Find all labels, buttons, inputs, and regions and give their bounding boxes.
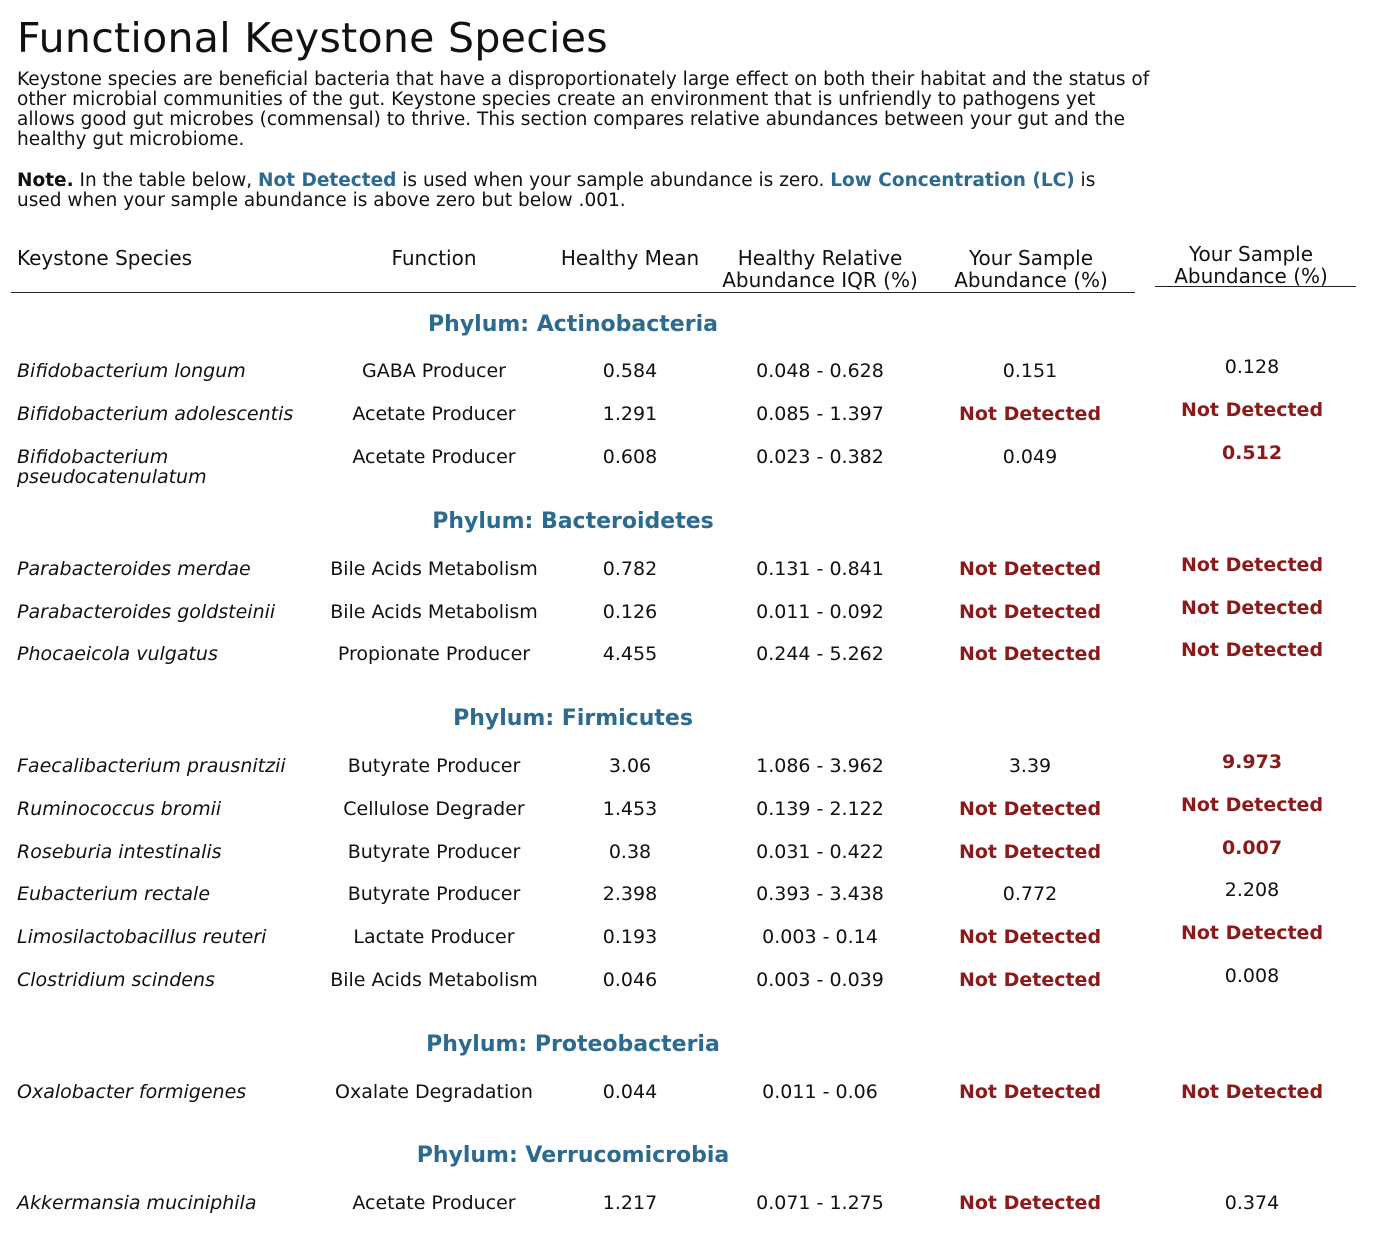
healthy-mean-cell: 2.398 <box>602 883 658 905</box>
header-your-sample-1: Your Sample Abundance (%) <box>954 246 1108 292</box>
sample-abundance-1-cell: Not Detected <box>958 643 1102 665</box>
sample-abundance-1-cell: Not Detected <box>958 403 1102 425</box>
table-row <box>0 597 1380 626</box>
healthy-iqr-cell: 0.023 - 0.382 <box>756 446 884 468</box>
healthy-iqr-cell: 0.131 - 0.841 <box>756 558 884 580</box>
species-name: Eubacterium rectale <box>17 883 211 905</box>
intro-paragraph: Keystone species are beneficial bacteria that have a disproportionately large effect on both their habitat and the status of other microbial communities of the gut. Keystone species create an environment that is unfriendly to pathogens yet allows good gut microbes (commensal) to thrive. This section compares relative abundances between your gut and the healthy gut microbiome. <box>17 69 1150 150</box>
species-name: Bifidobacterium longum <box>17 360 246 382</box>
page-title: Functional Keystone Species <box>17 14 608 62</box>
table-row <box>0 1193 1380 1217</box>
healthy-iqr-cell: 0.244 - 5.262 <box>756 643 884 665</box>
phylum-heading: Phylum: Verrucomicrobia <box>416 1143 730 1168</box>
healthy-mean-cell: 0.193 <box>602 926 658 948</box>
table-row <box>0 639 1380 668</box>
healthy-mean-cell: 1.291 <box>602 403 658 425</box>
note-paragraph <box>17 171 1117 211</box>
sample-abundance-1-cell: Not Detected <box>958 1192 1102 1214</box>
function-cell: Lactate Producer <box>353 926 515 948</box>
note-label: Note. <box>17 170 74 191</box>
healthy-mean-cell: 4.455 <box>602 643 658 665</box>
note-text-1: In the table below, <box>73 170 259 191</box>
species-name: Oxalobacter formigenes <box>17 1081 247 1103</box>
healthy-iqr-cell: 0.003 - 0.039 <box>756 969 884 991</box>
healthy-iqr-cell: 0.031 - 0.422 <box>756 841 884 863</box>
healthy-iqr-cell: 0.011 - 0.092 <box>756 601 884 623</box>
species-name: Parabacteroides goldsteinii <box>17 601 276 623</box>
header-function: Function <box>391 246 477 270</box>
function-cell: Oxalate Degradation <box>335 1081 533 1103</box>
species-name: Limosilactobacillus reuteri <box>17 926 267 948</box>
sample-abundance-1-cell: Not Detected <box>958 841 1102 863</box>
function-cell: Acetate Producer <box>352 1192 516 1214</box>
healthy-mean-cell: 1.453 <box>602 798 658 820</box>
phylum-heading: Phylum: Firmicutes <box>453 706 693 731</box>
sample-abundance-2-cell: Not Detected <box>1180 1081 1324 1103</box>
species-name: Bifidobacterium pseudocatenulatum <box>17 446 207 488</box>
table-row <box>0 356 1380 385</box>
function-cell: Acetate Producer <box>352 446 516 468</box>
sample-abundance-1-cell: Not Detected <box>958 1081 1102 1103</box>
phylum-heading: Phylum: Proteobacteria <box>426 1032 720 1057</box>
header-healthy-iqr: Healthy Relative Abundance IQR (%) <box>722 246 918 292</box>
sample-abundance-2-cell: 0.128 <box>1224 356 1280 378</box>
healthy-iqr-cell: 0.011 - 0.06 <box>762 1081 878 1103</box>
note-text-2: is used when your sample abundance is zero. <box>396 170 831 191</box>
sample-abundance-1-cell: Not Detected <box>958 601 1102 623</box>
sample-abundance-1-cell: 3.39 <box>1008 755 1052 777</box>
species-name: Akkermansia muciniphila <box>17 1192 257 1214</box>
healthy-iqr-cell: 1.086 - 3.962 <box>756 755 884 777</box>
function-cell: Propionate Producer <box>337 643 531 665</box>
healthy-mean-cell: 0.38 <box>608 841 652 863</box>
healthy-iqr-cell: 0.139 - 2.122 <box>756 798 884 820</box>
sample-abundance-2-cell: 0.512 <box>1221 442 1283 464</box>
table-row <box>0 794 1380 823</box>
healthy-mean-cell: 0.126 <box>602 601 658 623</box>
healthy-iqr-cell: 0.393 - 3.438 <box>756 883 884 905</box>
sample-abundance-2-cell: 9.973 <box>1221 751 1283 773</box>
function-cell: Bile Acids Metabolism <box>330 601 538 623</box>
sample-abundance-1-cell: Not Detected <box>958 969 1102 991</box>
species-name: Bifidobacterium adolescentis <box>17 403 294 425</box>
species-name: Ruminococcus bromii <box>17 798 222 820</box>
healthy-mean-cell: 3.06 <box>608 755 652 777</box>
header-divider-sample-2 <box>1155 286 1356 287</box>
healthy-mean-cell: 0.608 <box>602 446 658 468</box>
header-keystone-species: Keystone Species <box>17 246 193 270</box>
function-cell: Bile Acids Metabolism <box>330 969 538 991</box>
healthy-mean-cell: 0.584 <box>602 360 658 382</box>
sample-abundance-2-cell: Not Detected <box>1180 399 1324 421</box>
healthy-iqr-cell: 0.048 - 0.628 <box>756 360 884 382</box>
sample-abundance-2-cell: 0.007 <box>1221 837 1283 859</box>
healthy-mean-cell: 0.046 <box>602 969 658 991</box>
header-healthy-mean: Healthy Mean <box>560 246 700 270</box>
sample-abundance-2-cell: Not Detected <box>1180 794 1324 816</box>
header-divider-main <box>11 292 1135 293</box>
sample-abundance-1-cell: 0.151 <box>1002 360 1058 382</box>
header-your-sample-2: Your Sample Abundance (%) <box>1174 242 1328 288</box>
sample-abundance-2-cell: Not Detected <box>1180 554 1324 576</box>
species-name: Roseburia intestinalis <box>17 841 222 863</box>
function-cell: Butyrate Producer <box>347 883 521 905</box>
sample-abundance-1-cell: Not Detected <box>958 798 1102 820</box>
healthy-iqr-cell: 0.085 - 1.397 <box>756 403 884 425</box>
sample-abundance-1-cell: 0.772 <box>1002 883 1058 905</box>
low-concentration-term: Low Concentration (LC) <box>830 170 1075 191</box>
table-row <box>0 399 1380 428</box>
not-detected-term: Not Detected <box>258 170 397 191</box>
sample-abundance-2-cell: Not Detected <box>1180 639 1324 661</box>
sample-abundance-1-cell: 0.049 <box>1002 446 1058 468</box>
table-row <box>0 442 1380 488</box>
healthy-iqr-cell: 0.003 - 0.14 <box>762 926 878 948</box>
function-cell: Butyrate Producer <box>347 841 521 863</box>
table-row <box>0 554 1380 583</box>
sample-abundance-2-cell: Not Detected <box>1180 922 1324 944</box>
function-cell: Cellulose Degrader <box>343 798 525 820</box>
table-row <box>0 1082 1380 1106</box>
sample-abundance-2-cell: 2.208 <box>1224 879 1280 901</box>
sample-abundance-1-cell: Not Detected <box>958 558 1102 580</box>
function-cell: GABA Producer <box>362 360 506 382</box>
sample-abundance-2-cell: 0.374 <box>1224 1192 1280 1214</box>
healthy-mean-cell: 0.044 <box>602 1081 658 1103</box>
healthy-mean-cell: 0.782 <box>602 558 658 580</box>
species-name: Phocaeicola vulgatus <box>17 643 218 665</box>
phylum-heading: Phylum: Actinobacteria <box>428 312 718 337</box>
sample-abundance-1-cell: Not Detected <box>958 926 1102 948</box>
function-cell: Acetate Producer <box>352 403 516 425</box>
function-cell: Butyrate Producer <box>347 755 521 777</box>
table-row <box>0 965 1380 994</box>
sample-abundance-2-cell: Not Detected <box>1180 597 1324 619</box>
phylum-heading: Phylum: Bacteroidetes <box>432 509 714 534</box>
note-text-3: is used when your sample abundance is above zero but below .001. <box>17 170 1096 211</box>
species-name: Faecalibacterium prausnitzii <box>17 755 286 777</box>
healthy-mean-cell: 1.217 <box>602 1192 658 1214</box>
function-cell: Bile Acids Metabolism <box>330 558 538 580</box>
table-row <box>0 751 1380 780</box>
sample-abundance-2-cell: 0.008 <box>1224 965 1280 987</box>
healthy-iqr-cell: 0.071 - 1.275 <box>756 1192 884 1214</box>
species-name: Parabacteroides merdae <box>17 558 251 580</box>
table-row <box>0 879 1380 908</box>
table-row <box>0 837 1380 866</box>
table-row <box>0 922 1380 951</box>
species-name: Clostridium scindens <box>17 969 215 991</box>
